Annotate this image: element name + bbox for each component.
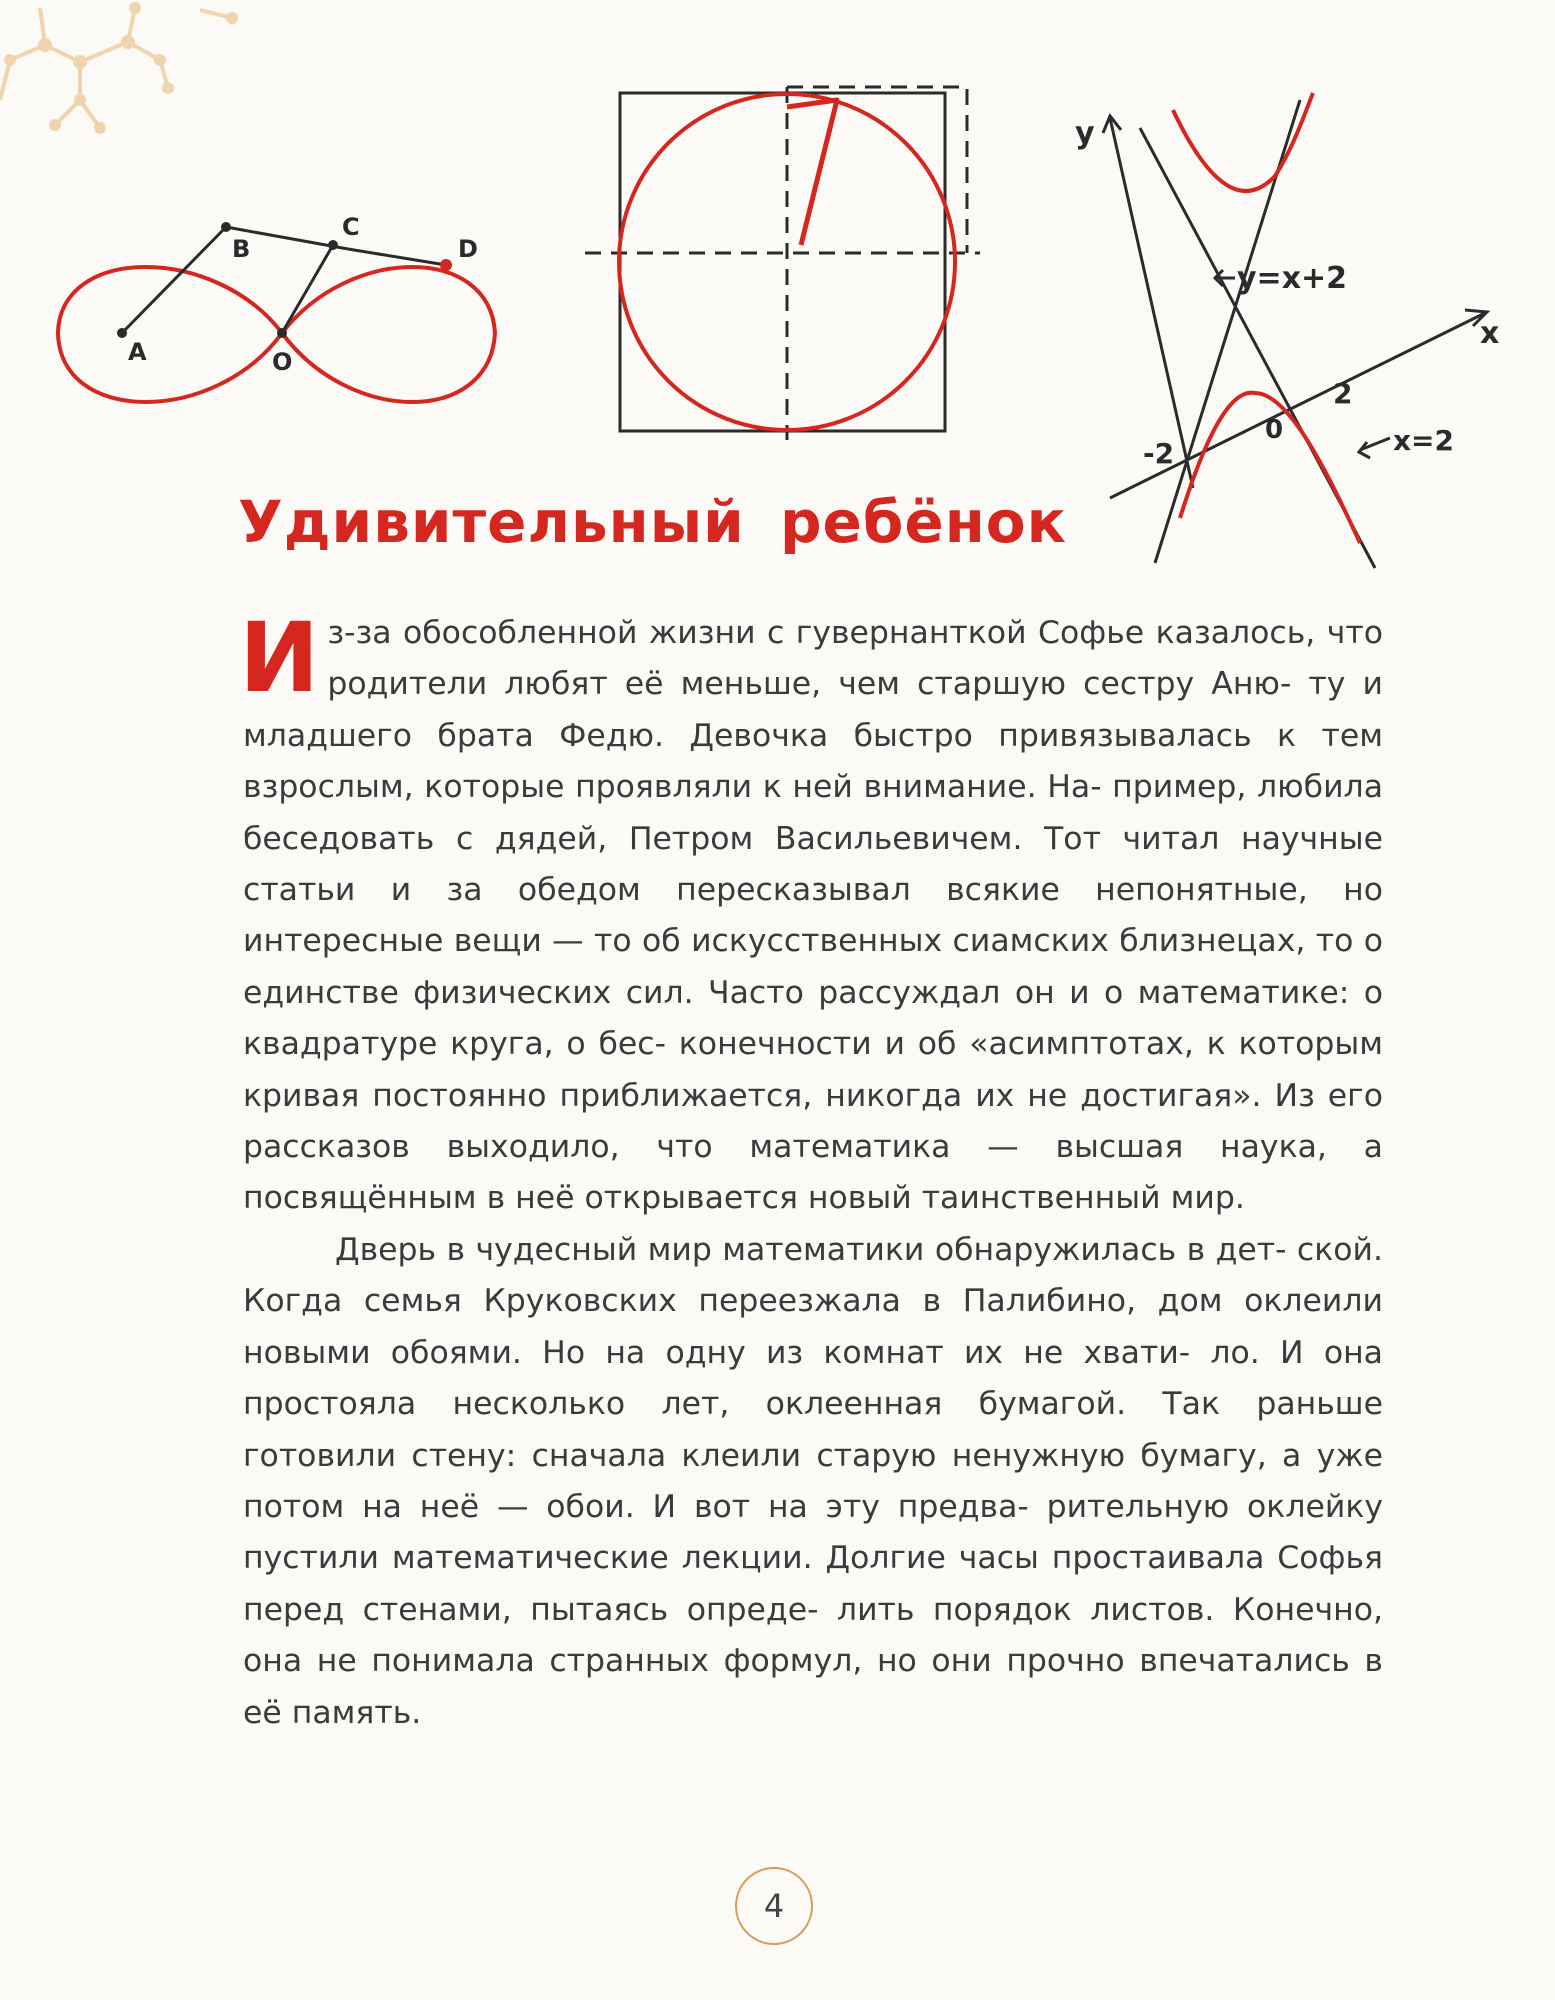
lemniscate-figure (50, 205, 520, 435)
dashed-square (787, 87, 967, 253)
point-d (440, 259, 452, 271)
asymptote-2-label: x=2 (1393, 424, 1455, 457)
section-title: Удивительный ребёнок (238, 488, 1067, 556)
y-axis (1110, 118, 1193, 488)
seven-glyph (787, 100, 837, 245)
label-a: A (128, 338, 147, 366)
page-number: 4 (735, 1867, 813, 1945)
paragraph-2: Дверь в чудесный мир математики обнаружилась в дет- ской. Когда семья Круковских переезжала в Палибино, дом оклеили новыми обоями. Но на одну из комнат их не хвати- ло. И она простояла несколько лет, оклеенная бумагой. Так раньше готовили стену: сначала клеили старую ненужную бумагу, а уже потом на неё — обои. И вот на эту предва- рительную оклейку пустили математические лекции. Долгие часы простаивала Софья перед стенами, пытаясь опреде- лить порядок листов. Конечно, она не понимала странных формул, но они прочно впечатались в её память. (243, 1231, 1383, 1731)
link-co (282, 245, 333, 333)
label-b: B (232, 235, 251, 263)
molecule-decoration (0, 0, 260, 150)
asymptote-1-label: y=x+2 (1237, 261, 1348, 296)
axis-y-label: y (1075, 116, 1095, 151)
tick-pos-2: 2 (1333, 377, 1353, 410)
label-o: O (272, 348, 293, 376)
link-cd (348, 249, 446, 265)
tick-zero: 0 (1265, 415, 1284, 445)
label-d: D (458, 235, 478, 263)
label-c: C (342, 213, 360, 241)
x-axis (1110, 313, 1485, 498)
circle-square-figure (575, 75, 990, 445)
drop-cap: И (239, 602, 320, 714)
paragraph-1-text: з-за обособленной жизни с гувернанткой Софье казалось, что родители любят её меньше, чем старшую сестру Аню- ту и младшего брата Федю. Девочка быстро привязывалась к тем взрослым, которые проявляли к ней внимание. На- пример, любила беседовать с дядей, Петром Васильевичем. Тот читал научные статьи и за обедом пересказывал всякие непонятные, но интересные вещи — то об искусственных сиамских близнецах, то о единстве физических сил. Часто рассуждал он и о математике: о квадратуре круга, о бес- конечности и об «асимптотах, к которым кривая постоянно приближается, никогда их не достигая». Из его рассказов выходило, что математика — высшая наука, а посвящённым в неё открывается новый таинственный мир. (243, 615, 1383, 1217)
body-text (239, 602, 1383, 1739)
hyperbola-figure (1055, 88, 1505, 578)
tick-neg-2: -2 (1143, 437, 1175, 470)
hyperbola-upper (1173, 93, 1313, 191)
axis-x-label: x (1480, 316, 1500, 351)
seven-label: 7 (575, 75, 576, 76)
paragraph-1 (239, 602, 1383, 1225)
